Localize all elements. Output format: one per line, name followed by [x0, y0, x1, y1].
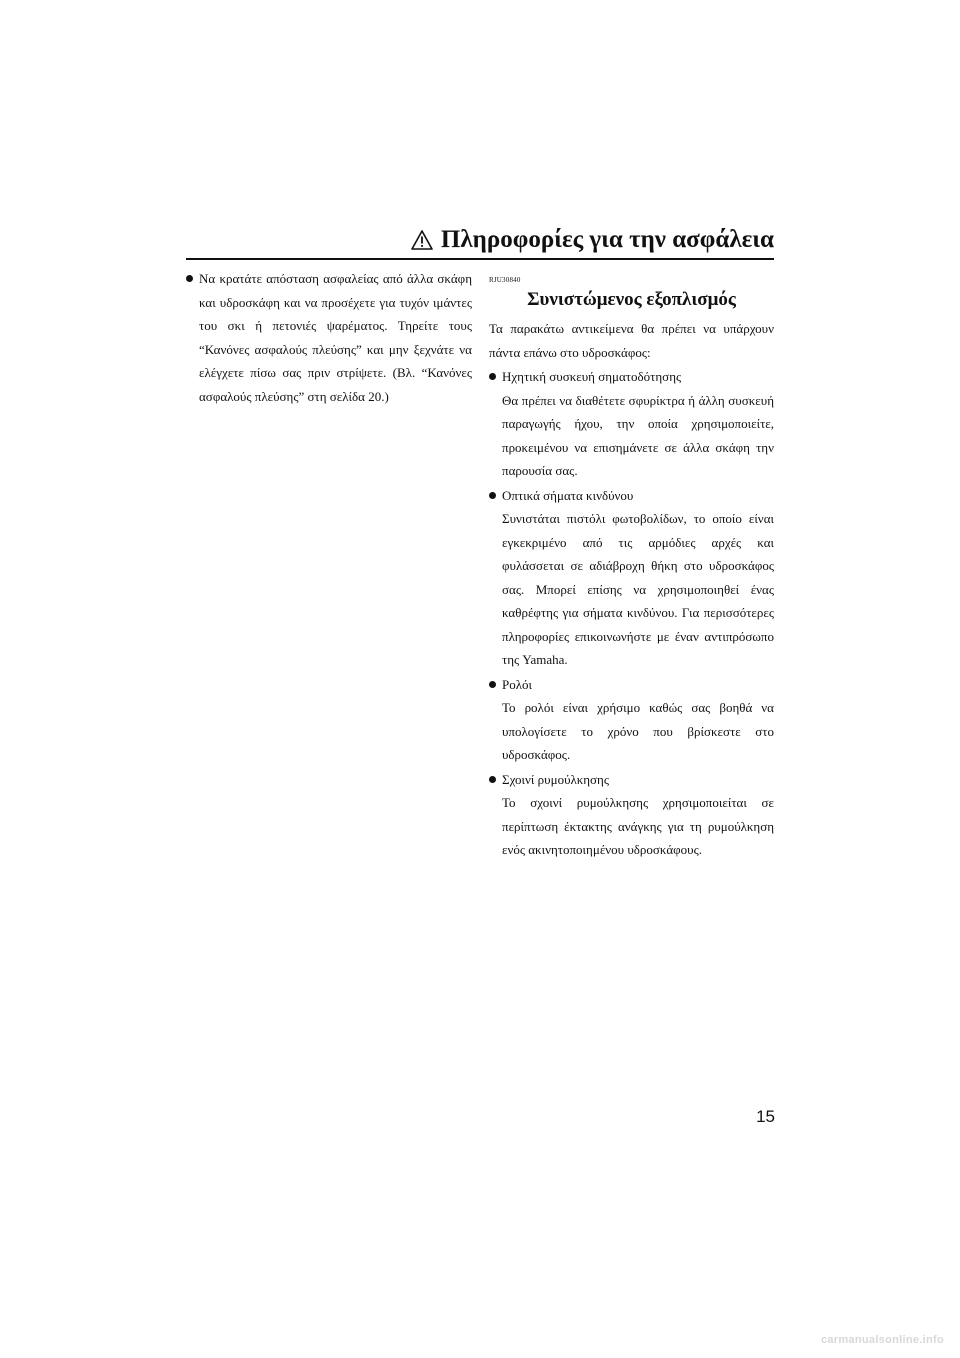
section-code: RJU30840: [489, 276, 521, 284]
bullet-icon: [186, 275, 193, 282]
list-item: [489, 365, 774, 483]
list-item-text: Να κρατάτε απόσταση ασφαλείας από άλλα σκάφη και υδροσκάφη και να προσέχετε για τυχόν ιμάντες του σκι ή πετονιές ψαρέματος. Τηρείτε τους “Κανόνες ασφαλούς πλεύσης” και μην ξεχνάτε να ελέγχετε πίσω σας πριν στρίψετε. (Βλ. “Κανόνες ασφαλούς πλεύσης” στη σελίδα 20.): [199, 271, 472, 404]
left-column: [186, 267, 472, 408]
page-header: [186, 224, 774, 260]
right-column: [489, 276, 774, 862]
list-item-body: Το σχοινί ρυμούλκησης χρησιμοποιείται σε περίπτωση έκτακτης ανάγκης για τη ρυμούλκηση ενός ακινητοποιημένου υδροσκάφους.: [502, 795, 774, 857]
section-title: Συνιστώμενος εξοπλισμός: [527, 289, 736, 310]
list-item-body: Το ρολόι είναι χρήσιμο καθώς σας βοηθά να υπολογίσετε το χρόνο που βρίσκεστε στο υδροσκάφος.: [502, 700, 774, 762]
section-intro: Τα παρακάτω αντικείμενα θα πρέπει να υπάρχουν πάντα επάνω στο υδροσκάφος:: [489, 321, 774, 360]
list-item-body: Θα πρέπει να διαθέτετε σφυρίκτρα ή άλλη συσκευή παραγωγής ήχου, την οποία χρησιμοποιείτε, προκειμένου να επισημάνετε σε άλλα σκάφη την παρουσία σας.: [502, 392, 774, 478]
list-item-body: Συνιστάται πιστόλι φωτοβολίδων, το οποίο είναι εγκεκριμένο από τις αρμόδιες αρχές και φυλάσσεται σε αδιάβροχη θήκη στο υδροσκάφος σας. Μπορεί επίσης να χρησιμοποιηθεί ένας καθρέφτης για σήματα κινδύνου. Για περισσότερες πληροφορίες επικοινωνήστε με έναν αντιπρόσωπο της Yamaha.: [502, 511, 774, 667]
list-item-title: Ρολόι: [502, 676, 533, 692]
list-item: [489, 768, 774, 862]
bullet-icon: [489, 373, 496, 380]
warning-triangle-icon: [411, 230, 433, 250]
bullet-icon: [489, 681, 496, 688]
list-item-title: Ηχητική συσκευή σηματοδότησης: [502, 369, 682, 384]
list-item: [489, 673, 774, 767]
header-title-row: [411, 224, 774, 256]
bullet-icon: [489, 776, 496, 783]
page-number: 15: [756, 1107, 775, 1126]
list-item-title: Οπτικά σήματα κινδύνου: [502, 487, 634, 503]
list-item-title: Σχοινί ρυμούλκησης: [502, 771, 609, 787]
list-item: [489, 484, 774, 672]
list-item: [186, 267, 472, 408]
watermark: carmanualsonline.info: [820, 1334, 944, 1346]
bullet-icon: [489, 492, 496, 499]
page-title: Πληροφορίες για την ασφάλεια: [440, 226, 774, 253]
